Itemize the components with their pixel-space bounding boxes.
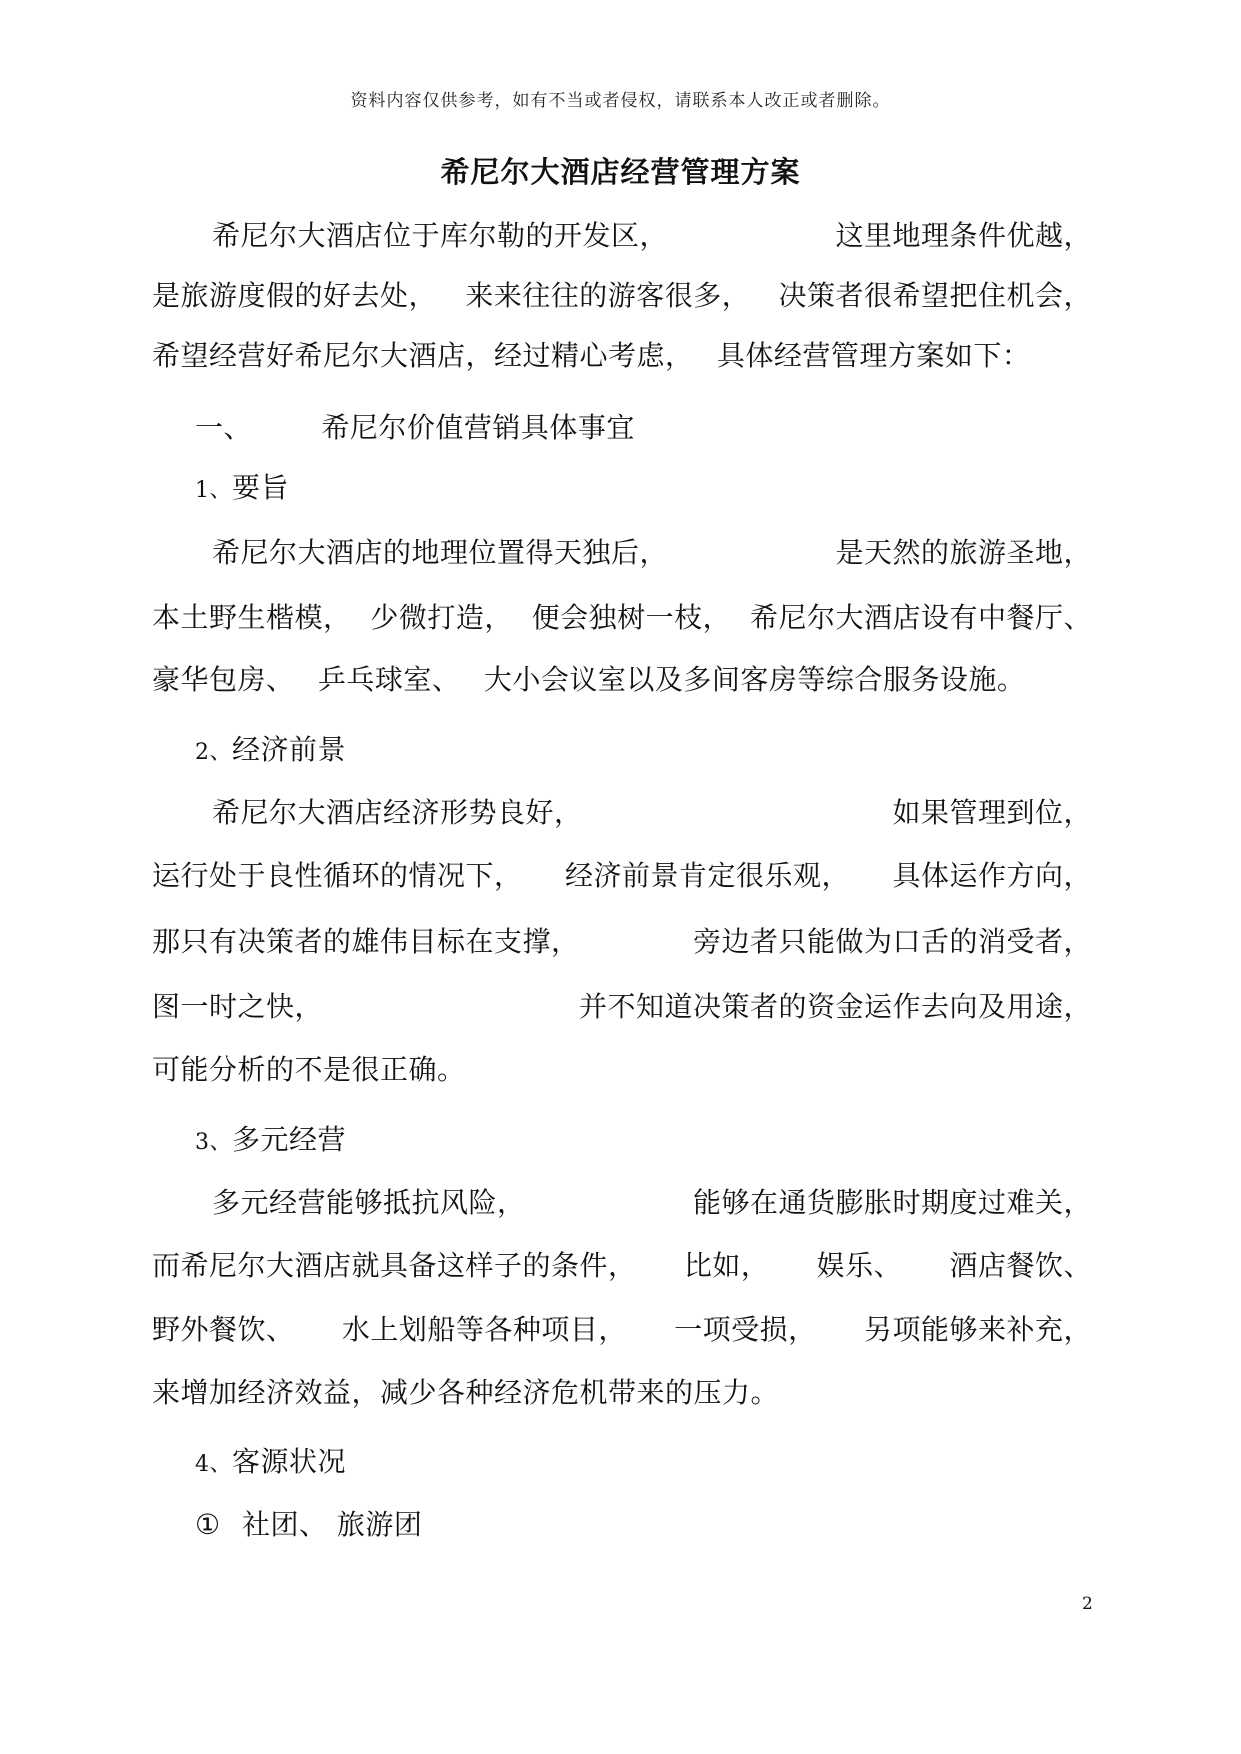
intro-line-3 [152,336,1092,376]
text-segment: 决策者很希望把住机会， [778,279,1092,312]
paragraph-line [152,1310,1092,1350]
subheading-3 [195,1120,346,1160]
intro-line-1 [212,216,1092,256]
paragraph-line [152,922,1092,962]
intro-line-2 [152,276,1092,316]
text-segment: 能够在通货膨胀时期度过难关， [692,1186,1092,1219]
subheading-label: 要旨 [232,471,290,504]
subheading-label: 经济前景 [232,733,347,766]
text-segment: 是旅游度假的好去处， [152,279,438,312]
paragraph-line [212,533,1092,573]
text-segment: 一项受损， [674,1313,817,1346]
text-segment: 图一时之快， [152,990,324,1023]
subheading-number: 1、 [195,478,232,503]
text-segment: 来来往往的游客很多， [465,279,751,312]
paragraph-line [212,1183,1092,1223]
text-segment: 并不知道决策者的资金运作去向及用途， [578,990,1092,1023]
text-segment: 具体运作方向， [892,859,1092,892]
text-segment: 希尼尔大酒店位于库尔勒的开发区， [212,219,669,252]
list-item-label: 社团、 旅游团 [242,1508,423,1541]
section-number: 一、 [195,411,253,444]
text-segment: 本土野生楷模， [152,601,352,634]
text-segment: 那只有决策者的雄伟目标在支撑， [152,925,580,958]
text-segment: 来增加经济效益，减少各种经济危机带来的压力。 [152,1376,780,1409]
text-segment: 可能分析的不是很正确。 [152,1053,466,1086]
text-segment: 少微打造， [370,601,513,634]
text-segment: 运行处于良性循环的情况下， [152,859,523,892]
subheading-2 [195,730,346,770]
text-segment: 具体经营管理方案如下： [716,339,1031,372]
page-number: 2 [1082,1594,1093,1614]
paragraph-line [152,1246,1092,1286]
paragraph-line [152,856,1092,896]
paragraph-line [152,1050,1092,1090]
text-segment: 水上划船等各种项目， [341,1313,627,1346]
text-segment: 这里地理条件优越， [835,219,1092,252]
subheading-number: 4、 [195,1452,232,1477]
text-segment: 如果管理到位， [892,796,1092,829]
text-segment: 希尼尔大酒店设有中餐厅、 [749,601,1092,634]
list-item-number: ① [195,1508,221,1541]
document-title: 希尼尔大酒店经营管理方案 [440,155,801,189]
text-segment: 希尼尔大酒店经济形势良好， [212,796,583,829]
text-segment: 希尼尔大酒店的地理位置得天独后， [212,536,669,569]
text-segment: 便会独树一枝， [531,601,732,634]
text-segment: 酒店餐饮、 [949,1249,1092,1282]
paragraph-line [212,793,1092,833]
subheading-number: 3、 [195,1130,232,1155]
paragraph-line [152,598,1092,638]
text-segment: 大小会议室以及多间客房等综合服务设施。 [483,663,1026,696]
list-item [195,1505,422,1545]
subheading-number: 2、 [195,740,232,765]
text-segment: 娱乐、 [816,1249,903,1282]
section-label: 希尼尔价值营销具体事宜 [321,411,635,444]
text-segment: 比如， [683,1249,770,1282]
text-segment: 多元经营能够抵抗风险， [212,1186,526,1219]
text-segment: 经济前景肯定很乐观， [564,859,850,892]
paragraph-line [152,660,1092,700]
section-heading-1 [195,408,635,448]
text-segment: 旁边者只能做为口舌的消受者， [692,925,1092,958]
subheading-1 [195,468,289,508]
paragraph-line [152,987,1092,1027]
text-segment: 豪华包房、 [152,663,295,696]
paragraph-line [152,1373,1092,1413]
subheading-4 [195,1442,346,1482]
text-segment: 是天然的旅游圣地， [835,536,1092,569]
text-segment: 另项能够来补充， [863,1313,1092,1346]
text-segment: 希望经营好希尼尔大酒店，经过精心考虑， [152,339,694,372]
text-segment: 野外餐饮、 [152,1313,295,1346]
text-segment: 而希尼尔大酒店就具备这样子的条件， [152,1249,637,1282]
text-segment: 乒乓球室、 [317,663,461,696]
subheading-label: 客源状况 [232,1445,347,1478]
subheading-label: 多元经营 [232,1123,347,1156]
header-disclaimer: 资料内容仅供参考，如有不当或者侵权，请联系本人改正或者删除。 [350,91,891,111]
